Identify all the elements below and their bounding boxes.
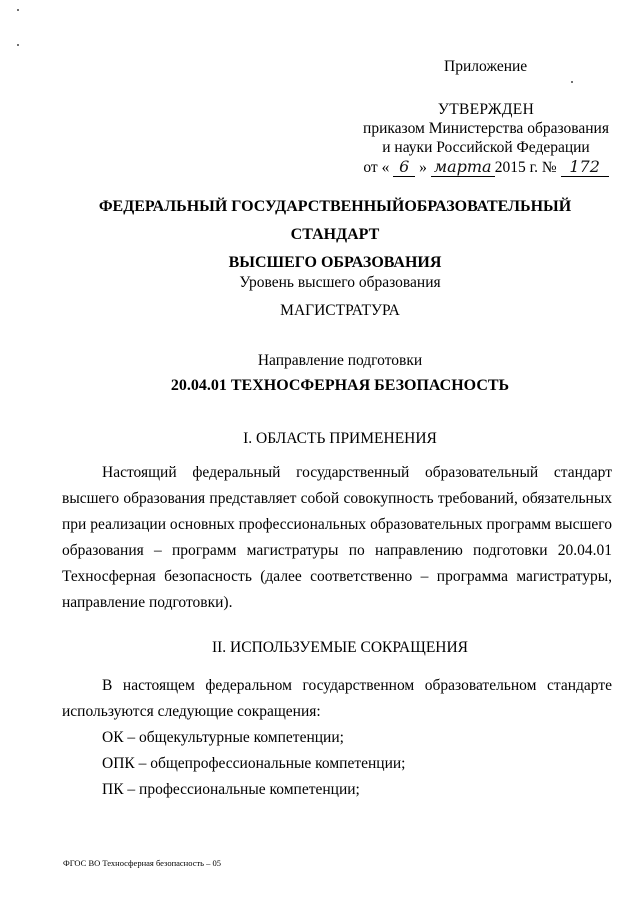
standard-title-line-2: ВЫСШЕГО ОБРАЗОВАНИЯ [228, 254, 442, 271]
abbreviation-item: ОК – общекультурные компетенции; [102, 729, 344, 746]
section-1-heading: I. ОБЛАСТЬ ПРИМЕНЕНИЯ [243, 430, 437, 447]
approval-date-line [360, 157, 612, 177]
date-quote-close: » [419, 159, 427, 176]
date-year: 2015 г. № [494, 159, 557, 176]
standard-title [58, 193, 612, 277]
scan-speck [17, 9, 19, 11]
standard-title-line-1: ФЕДЕРАЛЬНЫЙ ГОСУДАРСТВЕННЫЙОБРАЗОВАТЕЛЬНЫЙ СТАНДАРТ [98, 198, 572, 243]
level-value: МАГИСТРАТУРА [280, 302, 400, 319]
order-number-handwritten: 172 [561, 157, 609, 177]
section-2-intro [62, 673, 612, 725]
direction-value: 20.04.01 ТЕХНОСФЕРНАЯ БЕЗОПАСНОСТЬ [170, 377, 510, 394]
scan-speck [17, 44, 19, 46]
section-2-heading: II. ИСПОЛЬЗУЕМЫЕ СОКРАЩЕНИЯ [211, 639, 469, 656]
date-day-handwritten: 6 [393, 157, 415, 177]
date-month-handwritten: марта [431, 157, 495, 177]
approval-title: УТВЕРЖДЕН [437, 101, 535, 118]
scan-speck [571, 81, 573, 83]
page-footer: ФГОС ВО Техносферная безопасность – 05 [63, 858, 222, 868]
abbreviation-item: ПК – профессиональные компетенции; [102, 781, 360, 798]
section-1-paragraph-text: Настоящий федеральный государственный образовательный стандарт высшего образования представляет собой совокупность требований, обязательных при реализации основных профессиональных образовательных программ высшего образования – программ магистратуры по направлению подготовки 20.04.01 Техносферная безопасность (далее соответственно – программа магистратуры, направление подготовки). [62, 464, 612, 611]
date-prefix: от « [363, 159, 390, 176]
section-2-intro-text: В настоящем федеральном государственном образовательном стандарте используются следующие сокращения: [62, 677, 612, 720]
level-label: Уровень высшего образования [239, 274, 441, 291]
abbreviation-item: ОПК – общепрофессиональные компетенции; [102, 755, 406, 772]
approval-block [360, 100, 612, 177]
section-1-paragraph [62, 460, 612, 616]
approval-line-2: и науки Российской Федерации [382, 139, 590, 156]
direction-label: Направление подготовки [257, 352, 423, 369]
appendix-label: Приложение [444, 58, 528, 75]
approval-line-1: приказом Министерства образования [363, 120, 609, 137]
